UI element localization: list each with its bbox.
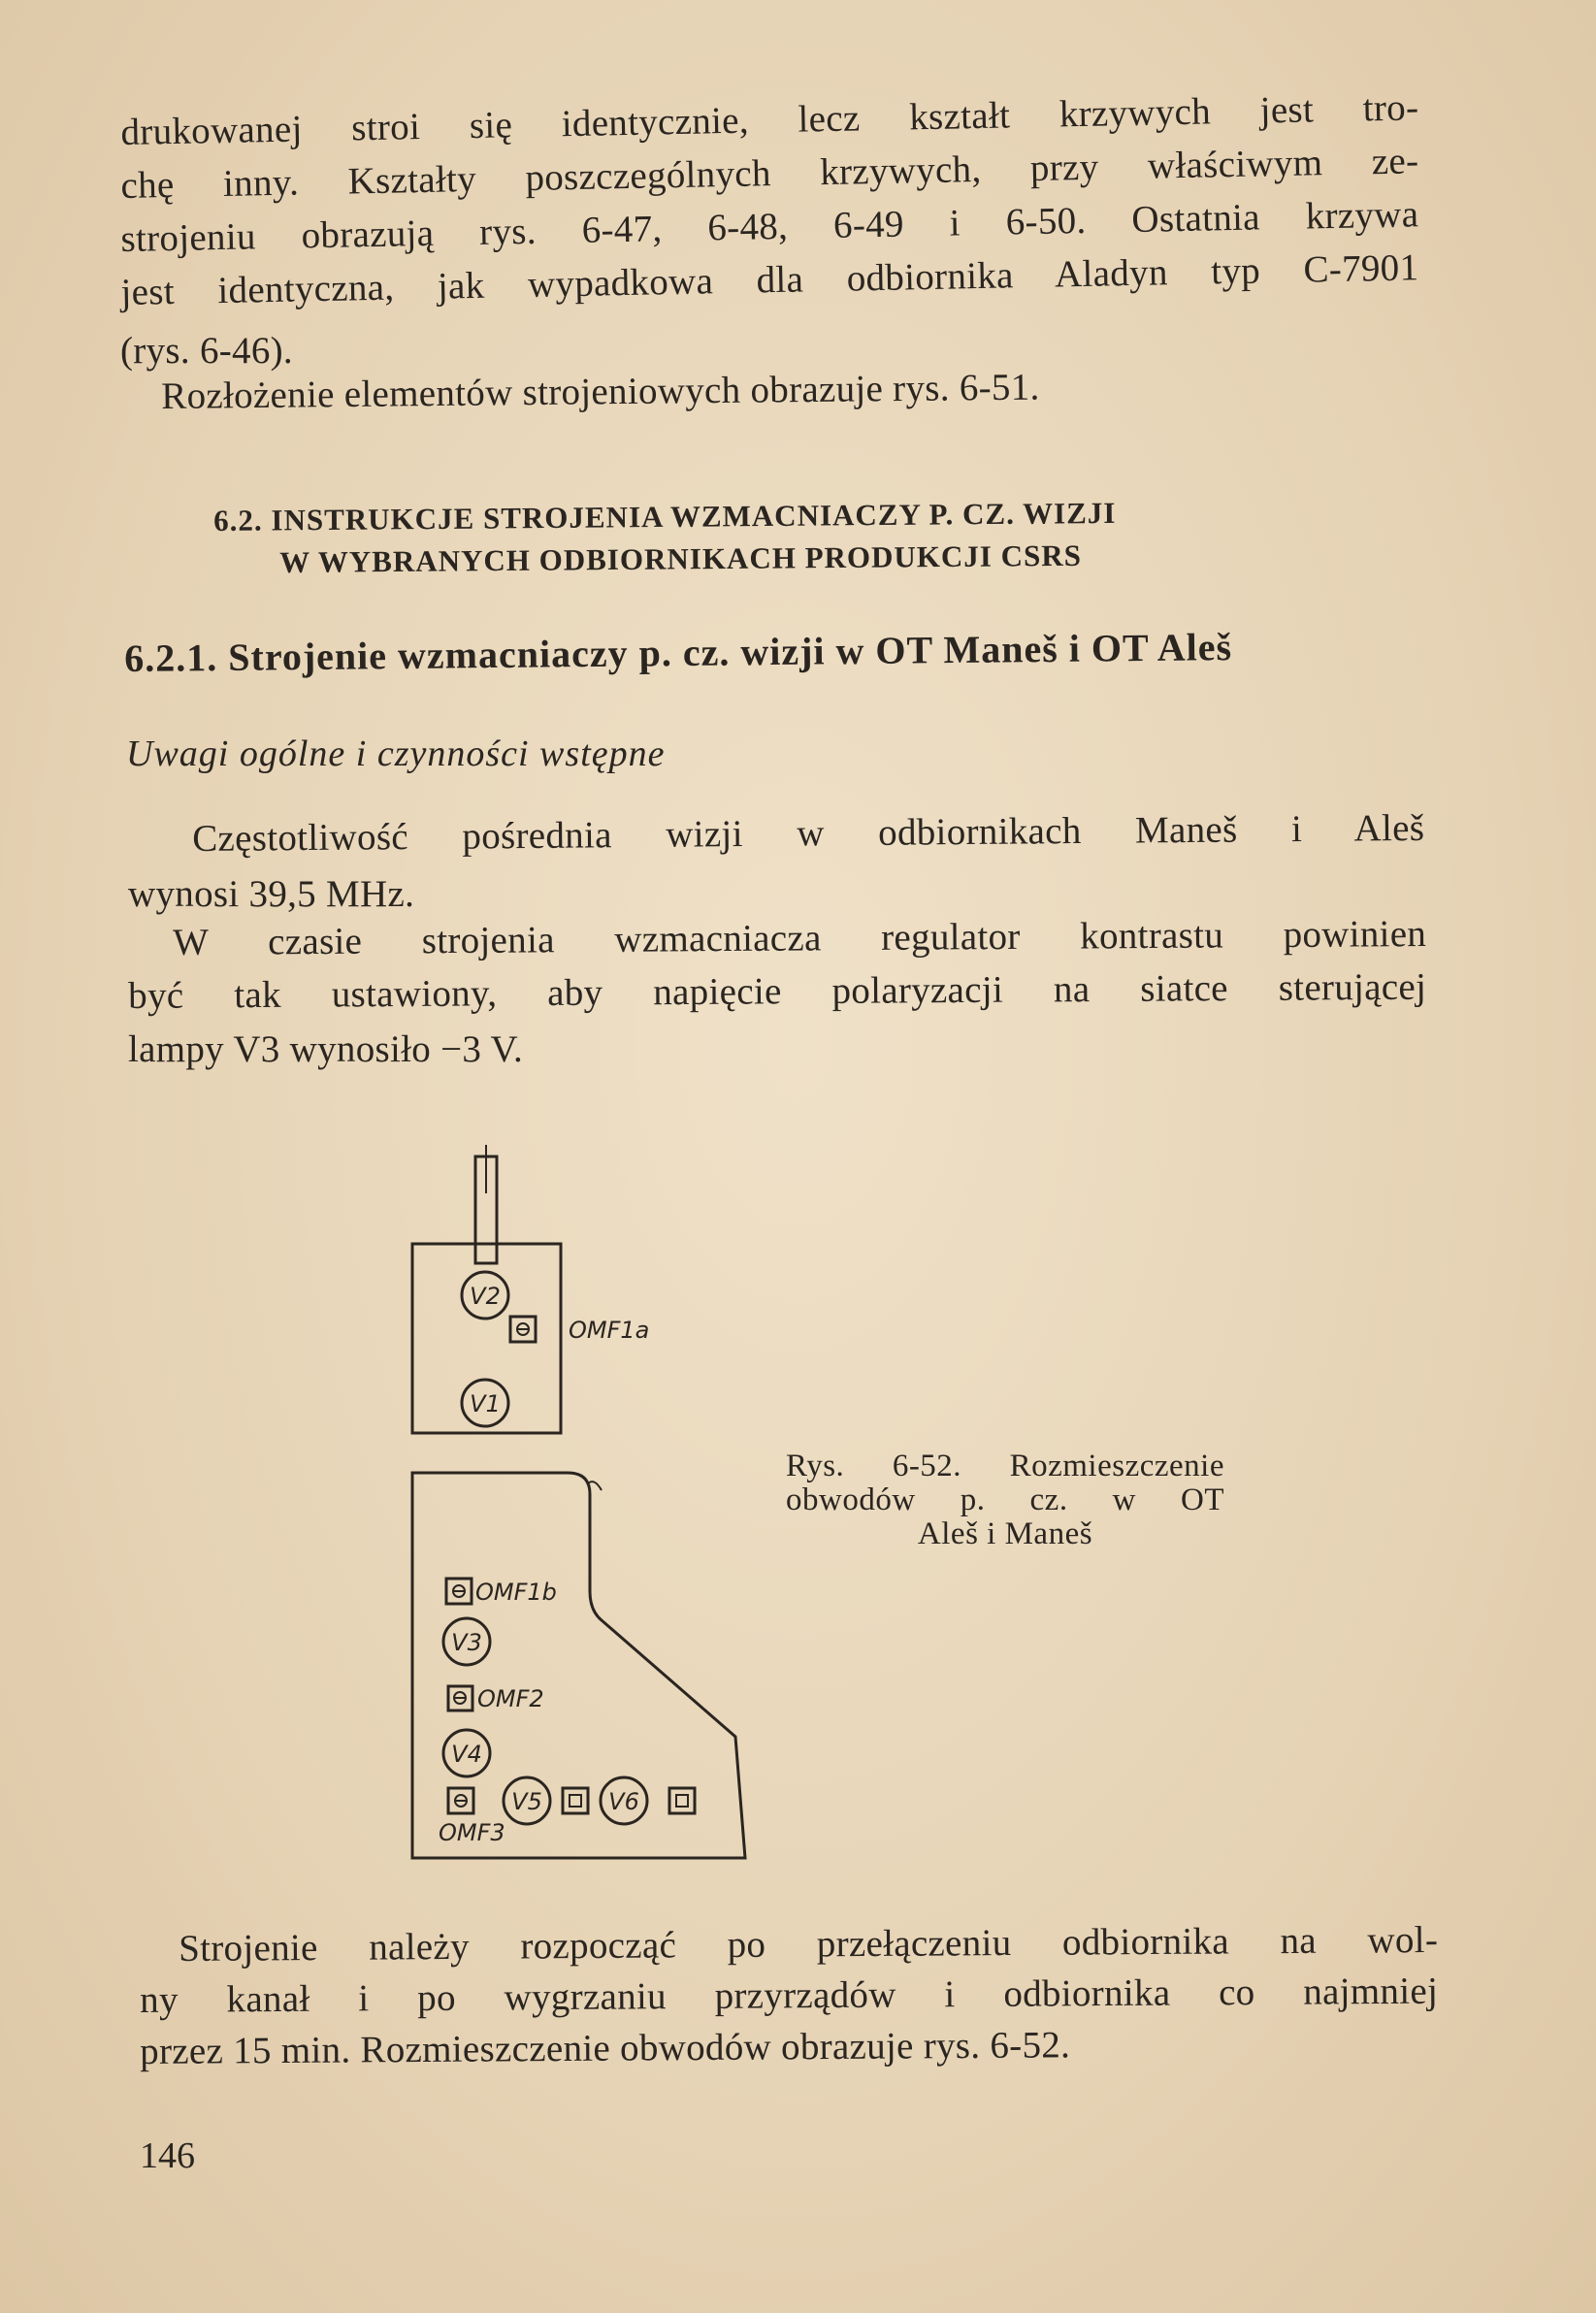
section-heading-line-1: 6.2. INSTRUKCJE STROJENIA WZMACNIACZY P. CZ. WIZJI: [213, 495, 1117, 538]
italic-heading: Uwagi ogólne i czynności wstępne: [126, 733, 666, 774]
start-line-1: Strojenie należy rozpocząć po przełączeniu odbiornika na wol-: [179, 1918, 1439, 1970]
label-v2: V2: [470, 1283, 501, 1310]
layout-note: Rozłożenie elementów strojeniowych obrazuje rys. 6-51.: [161, 366, 1040, 417]
label-v4: V4: [451, 1741, 482, 1768]
label-omf1a: OMF1a: [569, 1317, 650, 1344]
trimmer-1-icon: [563, 1788, 588, 1813]
start-line-2: ny kanał i po wygrzaniu przyrządów i odbiornika co najmniej: [140, 1970, 1439, 2021]
intro-line-3: strojeniu obrazują rys. 6-47, 6-48, 6-49 i 6-50. Ostatnia krzywa: [120, 193, 1419, 260]
caption-line-2: obwodów p. cz. w OT: [786, 1482, 1224, 1517]
intro-line-4: jest identyczna, jak wypadkowa dla odbiornika Aladyn typ C-7901: [120, 246, 1419, 313]
label-omf2: OMF2: [477, 1685, 544, 1712]
page-number: 146: [140, 2135, 195, 2176]
intro-line-1: drukowanej stroi się identycznie, lecz kształt krzywych jest tro-: [120, 86, 1419, 153]
caption-line-1: Rys. 6-52. Rozmieszczenie: [786, 1449, 1224, 1483]
contrast-line-2: być tak ustawiony, aby napięcie polaryzacji na siatce sterującej: [128, 965, 1427, 1017]
freq-line-2: wynosi 39,5 MHz.: [128, 873, 415, 915]
start-line-3: przez 15 min. Rozmieszczenie obwodów obrazuje rys. 6-52.: [140, 2024, 1071, 2072]
contrast-line-3: lampy V3 wynosiło −3 V.: [128, 1028, 524, 1070]
caption-line-3: Aleš i Maneš: [917, 1516, 1093, 1551]
label-omf1b: OMF1b: [475, 1579, 557, 1606]
subsection-title: 6.2.1. Strojenie wzmacniaczy p. cz. wizji w OT Maneš i OT Aleš: [124, 625, 1233, 680]
intro-line-5: (rys. 6-46).: [120, 330, 293, 372]
trimmer-2-icon: [669, 1788, 695, 1813]
contrast-line-1: W czasie strojenia wzmacniacza regulator kontrastu powinien: [173, 912, 1427, 963]
circuit-layout-figure: [388, 1135, 776, 1873]
section-heading-line-2: W WYBRANYCH ODBIORNIKACH PRODUKCJI CSRS: [279, 538, 1083, 579]
intro-line-2: chę inny. Kształty poszczególnych krzywych, przy właściwym ze-: [120, 140, 1419, 207]
label-v5: V5: [511, 1788, 542, 1815]
freq-line-1: Częstotliwość pośrednia wizji w odbiornikach Maneš i Aleš: [192, 806, 1425, 860]
label-v6: V6: [608, 1788, 639, 1815]
label-v1: V1: [470, 1390, 501, 1417]
label-omf3: OMF3: [439, 1819, 505, 1846]
label-v3: V3: [451, 1629, 482, 1656]
